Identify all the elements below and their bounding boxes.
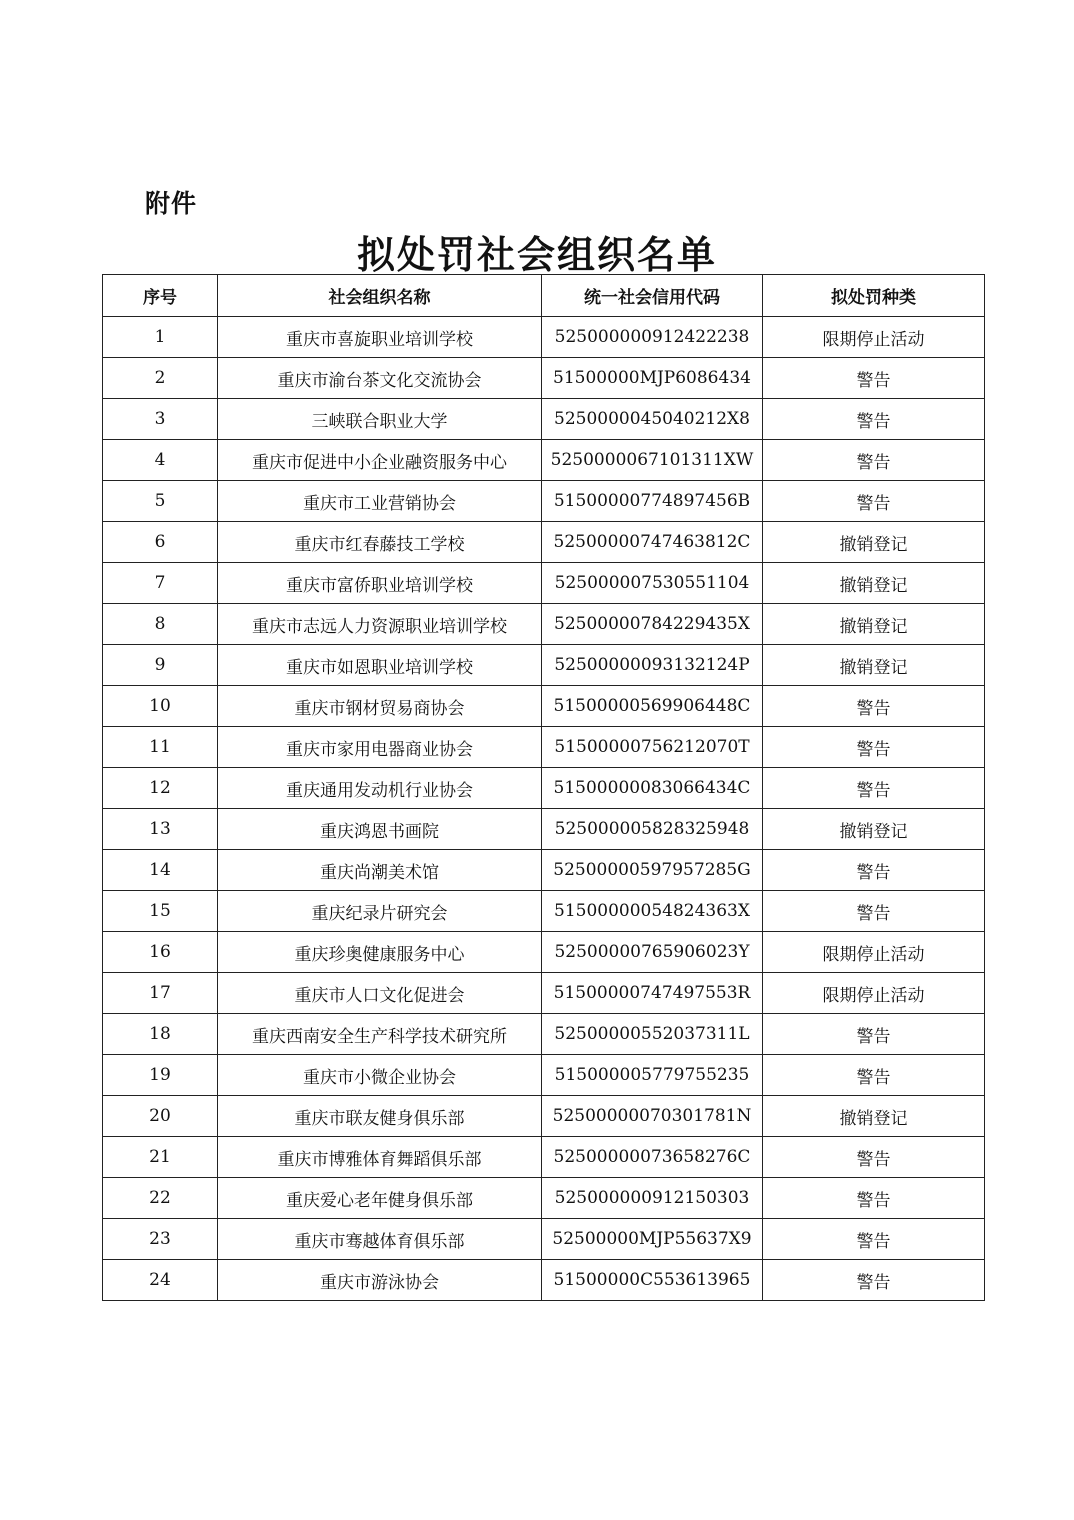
penalty-type: 警告 <box>763 1014 985 1055</box>
credit-code: 52500000552037311L <box>542 1014 763 1055</box>
row-index: 3 <box>103 399 218 440</box>
table-row <box>103 686 985 727</box>
row-index: 12 <box>103 768 218 809</box>
org-name: 重庆尚潮美术馆 <box>218 850 542 891</box>
row-index: 6 <box>103 522 218 563</box>
credit-code: 51500000774897456B <box>542 481 763 522</box>
org-name: 重庆市促进中小企业融资服务中心 <box>218 440 542 481</box>
penalty-type: 警告 <box>763 850 985 891</box>
credit-code: 51500000756212070T <box>542 727 763 768</box>
org-name: 重庆市工业营销协会 <box>218 481 542 522</box>
table-row <box>103 1096 985 1137</box>
header-org-name: 社会组织名称 <box>218 275 542 317</box>
row-index: 20 <box>103 1096 218 1137</box>
row-index: 5 <box>103 481 218 522</box>
penalty-type: 警告 <box>763 686 985 727</box>
row-index: 17 <box>103 973 218 1014</box>
credit-code: 52500000597957285G <box>542 850 763 891</box>
table-row <box>103 317 985 358</box>
penalty-type: 警告 <box>763 727 985 768</box>
row-index: 16 <box>103 932 218 973</box>
table-row <box>103 1219 985 1260</box>
row-index: 2 <box>103 358 218 399</box>
credit-code: 51500000054824363X <box>542 891 763 932</box>
table-row <box>103 358 985 399</box>
header-index: 序号 <box>103 275 218 317</box>
credit-code: 5250000067101311XW <box>542 440 763 481</box>
table-row <box>103 563 985 604</box>
penalty-type: 限期停止活动 <box>763 973 985 1014</box>
row-index: 13 <box>103 809 218 850</box>
row-index: 9 <box>103 645 218 686</box>
penalty-type: 警告 <box>763 1137 985 1178</box>
org-name: 重庆市联友健身俱乐部 <box>218 1096 542 1137</box>
table-row <box>103 1178 985 1219</box>
org-name: 重庆珍奥健康服务中心 <box>218 932 542 973</box>
org-name: 重庆市富侨职业培训学校 <box>218 563 542 604</box>
penalty-type: 撤销登记 <box>763 604 985 645</box>
org-name: 重庆纪录片研究会 <box>218 891 542 932</box>
table-row <box>103 440 985 481</box>
org-name: 重庆通用发动机行业协会 <box>218 768 542 809</box>
penalty-type: 撤销登记 <box>763 645 985 686</box>
credit-code: 525000000912150303 <box>542 1178 763 1219</box>
penalty-type: 警告 <box>763 891 985 932</box>
penalty-type: 警告 <box>763 1219 985 1260</box>
table-row <box>103 891 985 932</box>
org-name: 重庆市骞越体育俱乐部 <box>218 1219 542 1260</box>
org-name: 重庆市如恩职业培训学校 <box>218 645 542 686</box>
org-name: 重庆市游泳协会 <box>218 1260 542 1301</box>
table-row <box>103 1137 985 1178</box>
table-row <box>103 399 985 440</box>
org-name: 重庆鸿恩书画院 <box>218 809 542 850</box>
row-index: 19 <box>103 1055 218 1096</box>
penalty-type: 警告 <box>763 1178 985 1219</box>
penalty-type: 撤销登记 <box>763 522 985 563</box>
credit-code: 525000005828325948 <box>542 809 763 850</box>
penalty-type: 撤销登记 <box>763 563 985 604</box>
table-row <box>103 1055 985 1096</box>
row-index: 8 <box>103 604 218 645</box>
credit-code: 525000007530551104 <box>542 563 763 604</box>
penalty-type: 撤销登记 <box>763 809 985 850</box>
credit-code: 51500000MJP6086434 <box>542 358 763 399</box>
table-row <box>103 522 985 563</box>
org-name: 重庆市喜旋职业培训学校 <box>218 317 542 358</box>
credit-code: 52500000073658276C <box>542 1137 763 1178</box>
row-index: 24 <box>103 1260 218 1301</box>
attachment-label: 附件 <box>145 189 198 218</box>
penalty-type: 撤销登记 <box>763 1096 985 1137</box>
table-row <box>103 809 985 850</box>
org-name: 三峡联合职业大学 <box>218 399 542 440</box>
table-row <box>103 932 985 973</box>
org-name: 重庆市渝台茶文化交流协会 <box>218 358 542 399</box>
org-name: 重庆市家用电器商业协会 <box>218 727 542 768</box>
table-row <box>103 481 985 522</box>
table-row <box>103 1014 985 1055</box>
header-credit-code: 统一社会信用代码 <box>542 275 763 317</box>
table-body <box>103 317 985 1301</box>
penalty-type: 警告 <box>763 481 985 522</box>
credit-code: 51500000747497553R <box>542 973 763 1014</box>
row-index: 10 <box>103 686 218 727</box>
credit-code: 5250000045040212X8 <box>542 399 763 440</box>
page-title: 拟处罚社会组织名单 <box>356 232 717 277</box>
penalty-type: 警告 <box>763 1260 985 1301</box>
credit-code: 52500000MJP55637X9 <box>542 1219 763 1260</box>
row-index: 15 <box>103 891 218 932</box>
credit-code: 52500000747463812C <box>542 522 763 563</box>
org-name: 重庆市志远人力资源职业培训学校 <box>218 604 542 645</box>
row-index: 11 <box>103 727 218 768</box>
org-name: 重庆爱心老年健身俱乐部 <box>218 1178 542 1219</box>
row-index: 7 <box>103 563 218 604</box>
credit-code: 515000005779755235 <box>542 1055 763 1096</box>
credit-code: 525000000912422238 <box>542 317 763 358</box>
penalty-type: 警告 <box>763 399 985 440</box>
org-name: 重庆西南安全生产科学技术研究所 <box>218 1014 542 1055</box>
row-index: 21 <box>103 1137 218 1178</box>
table-row <box>103 850 985 891</box>
row-index: 4 <box>103 440 218 481</box>
table-row <box>103 645 985 686</box>
table-row <box>103 1260 985 1301</box>
table-row <box>103 768 985 809</box>
table-row <box>103 604 985 645</box>
table-row <box>103 727 985 768</box>
table-row <box>103 973 985 1014</box>
credit-code: 52500000765906023Y <box>542 932 763 973</box>
credit-code: 51500000569906448C <box>542 686 763 727</box>
credit-code: 52500000093132124P <box>542 645 763 686</box>
table-header-row <box>103 275 985 317</box>
credit-code: 51500000C553613965 <box>542 1260 763 1301</box>
penalty-type: 限期停止活动 <box>763 317 985 358</box>
organization-table <box>102 274 985 1301</box>
org-name: 重庆市小微企业协会 <box>218 1055 542 1096</box>
header-penalty-type: 拟处罚种类 <box>763 275 985 317</box>
row-index: 23 <box>103 1219 218 1260</box>
org-name: 重庆市博雅体育舞蹈俱乐部 <box>218 1137 542 1178</box>
penalty-type: 警告 <box>763 440 985 481</box>
penalty-type: 限期停止活动 <box>763 932 985 973</box>
row-index: 18 <box>103 1014 218 1055</box>
org-name: 重庆市钢材贸易商协会 <box>218 686 542 727</box>
credit-code: 52500000070301781N <box>542 1096 763 1137</box>
penalty-type: 警告 <box>763 1055 985 1096</box>
row-index: 1 <box>103 317 218 358</box>
penalty-type: 警告 <box>763 768 985 809</box>
org-name: 重庆市红春藤技工学校 <box>218 522 542 563</box>
row-index: 22 <box>103 1178 218 1219</box>
credit-code: 52500000784229435X <box>542 604 763 645</box>
row-index: 14 <box>103 850 218 891</box>
org-name: 重庆市人口文化促进会 <box>218 973 542 1014</box>
penalty-type: 警告 <box>763 358 985 399</box>
credit-code: 51500000083066434C <box>542 768 763 809</box>
